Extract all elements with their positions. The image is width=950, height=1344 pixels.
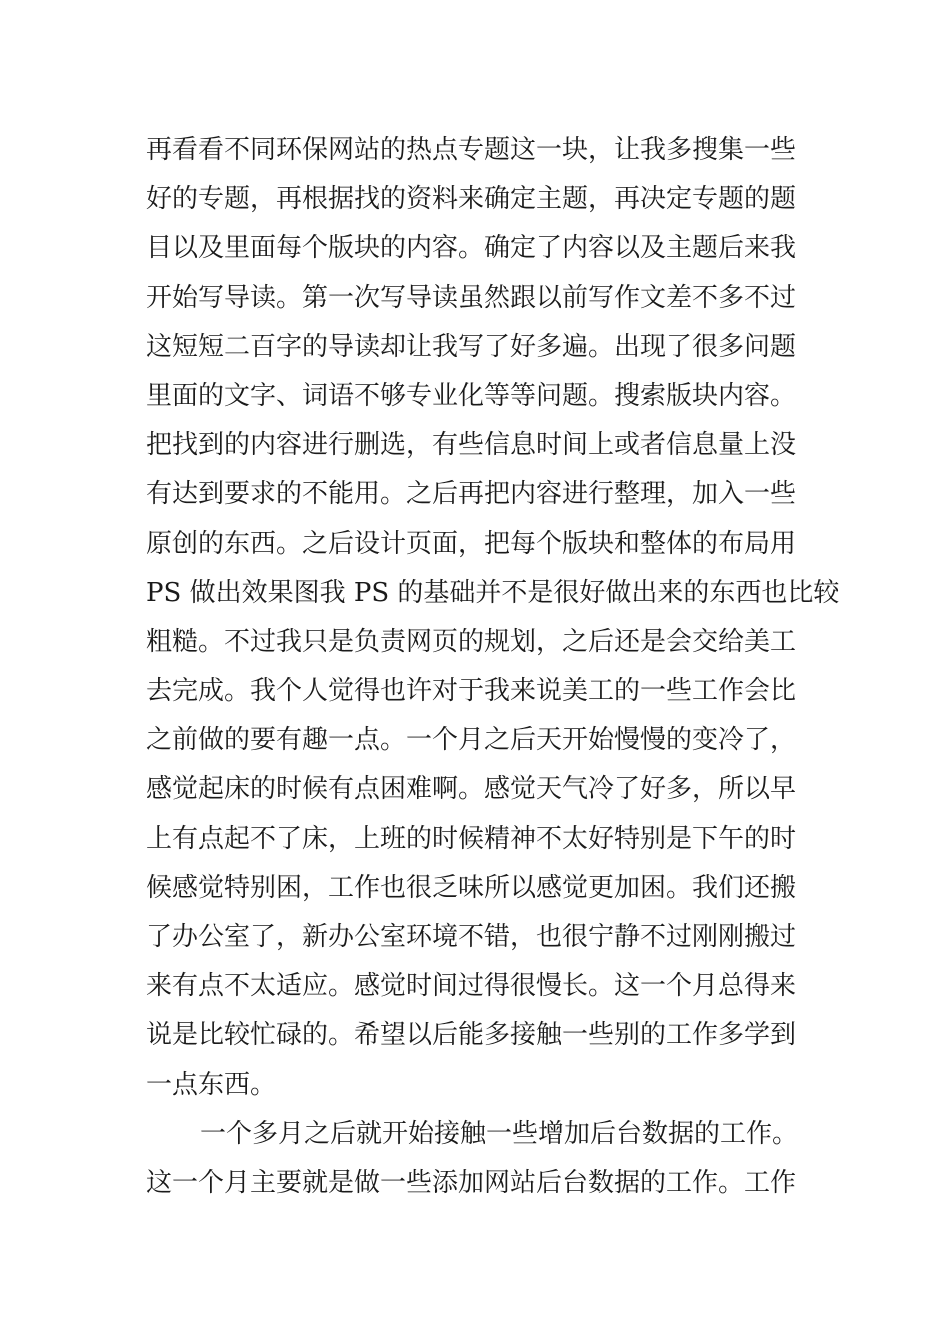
text-line: 感觉起床的时候有点困难啊。感觉天气冷了好多，所以早	[146, 774, 797, 805]
text-line: 好的专题，再根据找的资料来确定主题，再决定专题的题	[146, 184, 797, 215]
text-line-indented: 一个多月之后就开始接触一些增加后台数据的工作。	[200, 1118, 799, 1149]
text-line: 粗糙。不过我只是负责网页的规划，之后还是会交给美工	[146, 626, 797, 657]
paragraph-2	[146, 1110, 826, 1208]
text-line: 一点东西。	[146, 1069, 277, 1100]
text-line: 之前做的要有趣一点。一个月之后天开始慢慢的变冷了，	[146, 725, 797, 756]
text-line: 了办公室了，新办公室环境不错，也很宁静不过刚刚搬过	[146, 922, 797, 952]
text-line: PS 做出效果图我 PS 的基础并不是很好做出来的东西也比较	[146, 577, 840, 608]
document-body	[146, 126, 840, 1208]
text-line: 这一个月主要就是做一些添加网站后台数据的工作。工作	[146, 1167, 797, 1198]
text-line: 再看看不同环保网站的热点专题这一块，让我多搜集一些	[146, 135, 797, 165]
text-line: 上有点起不了床，上班的时候精神不太好特别是下午的时	[146, 823, 797, 854]
text-line: 把找到的内容进行删选，有些信息时间上或者信息量上没	[146, 430, 797, 461]
text-line: 候感觉特别困，工作也很乏味所以感觉更加困。我们还搬	[146, 872, 797, 903]
paragraph-1	[146, 126, 840, 1110]
text-line: 原创的东西。之后设计页面，把每个版块和整体的布局用	[146, 528, 797, 559]
text-line: 说是比较忙碌的。希望以后能多接触一些别的工作多学到	[146, 1020, 797, 1051]
text-line: 这短短二百字的导读却让我写了好多遍。出现了很多问题	[146, 331, 797, 362]
text-line: 来有点不太适应。感觉时间过得很慢长。这一个月总得来	[146, 971, 797, 1002]
text-line: 开始写导读。第一次写导读虽然跟以前写作文差不多不过	[146, 282, 797, 313]
text-line: 里面的文字、词语不够专业化等等问题。搜索版块内容。	[146, 380, 797, 411]
text-line: 目以及里面每个版块的内容。确定了内容以及主题后来我	[146, 233, 797, 264]
text-line: 有达到要求的不能用。之后再把内容进行整理，加入一些	[146, 479, 797, 510]
text-line: 去完成。我个人觉得也许对于我来说美工的一些工作会比	[146, 676, 797, 707]
